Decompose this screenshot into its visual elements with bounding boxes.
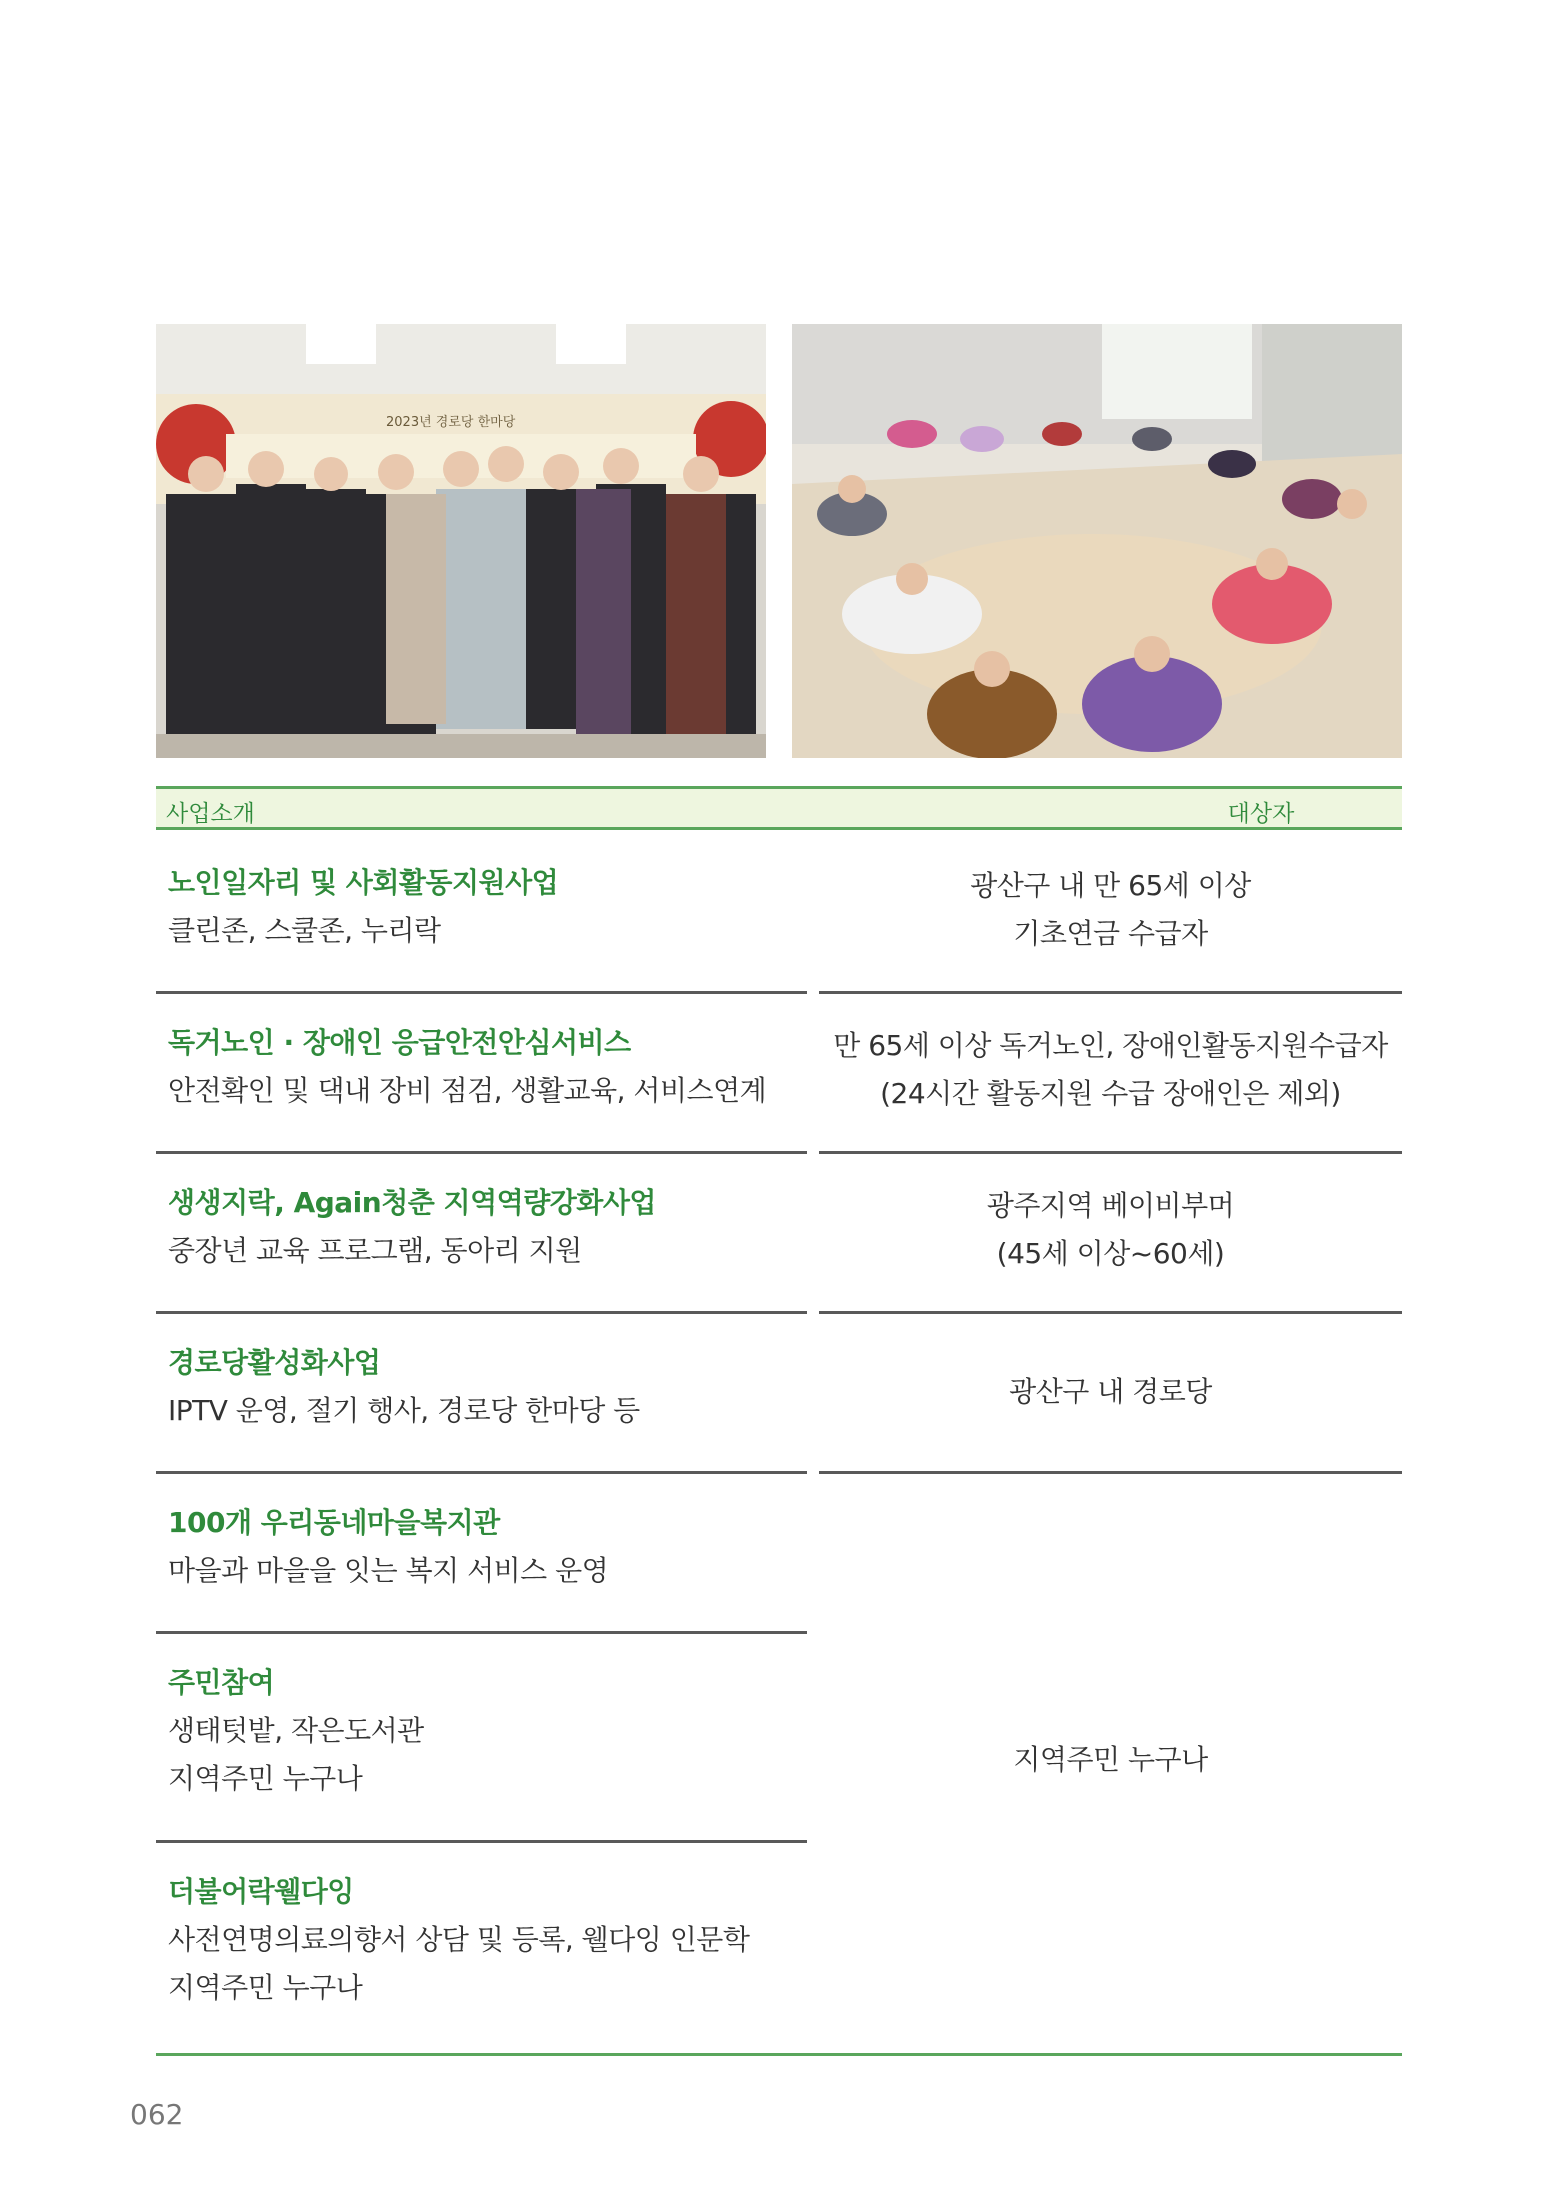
program-row <box>156 1499 807 1595</box>
row-divider <box>156 1631 807 1634</box>
target-cell <box>819 1736 1402 1784</box>
row-divider <box>819 1311 1402 1314</box>
program-title: 독거노인 · 장애인 응급안전안심서비스 <box>168 1026 631 1059</box>
program-row <box>156 1339 807 1435</box>
target-line: 광산구 내 경로당 <box>1009 1375 1212 1408</box>
program-desc: IPTV 운영, 절기 행사, 경로당 한마당 등 <box>168 1394 640 1427</box>
program-title: 100개 우리동네마을복지관 <box>168 1506 500 1539</box>
program-desc: 마을과 마을을 잇는 복지 서비스 운영 <box>168 1554 609 1587</box>
program-row <box>156 1019 807 1115</box>
row-divider <box>819 1471 1402 1474</box>
program-desc: 중장년 교육 프로그램, 동아리 지원 <box>168 1234 582 1267</box>
header-target: 대상자 <box>1227 801 1295 827</box>
program-title: 경로당활성화사업 <box>168 1346 381 1379</box>
program-row <box>156 859 807 955</box>
table-bottom-rule <box>156 2053 1402 2056</box>
page-number: 062 <box>130 2098 184 2131</box>
program-desc: 안전확인 및 댁내 장비 점검, 생활교육, 서비스연계 <box>168 1074 767 1107</box>
program-row <box>156 1868 807 2012</box>
banner-subtitle: 2023년 경로당 한마당 <box>386 415 516 430</box>
program-title: 주민참여 <box>168 1666 275 1699</box>
program-row <box>156 1659 807 1803</box>
header-program: 사업소개 <box>166 801 255 827</box>
target-line: 기초연금 수급자 <box>1013 917 1208 950</box>
target-cell <box>819 1022 1402 1118</box>
program-desc: 클린존, 스쿨존, 누리락 <box>168 914 441 947</box>
program-row <box>156 1179 807 1275</box>
table-header <box>156 786 1402 830</box>
row-divider <box>156 1840 807 1843</box>
target-line: (45세 이상~60세) <box>996 1237 1225 1270</box>
program-title: 더불어락웰다잉 <box>168 1875 354 1908</box>
row-divider <box>156 1471 807 1474</box>
target-line: 광주지역 베이비부머 <box>986 1189 1235 1222</box>
target-line: (24시간 활동지원 수급 장애인은 제외) <box>880 1077 1341 1110</box>
program-title: 노인일자리 및 사회활동지원사업 <box>168 866 559 899</box>
target-cell <box>819 1182 1402 1278</box>
program-desc: 지역주민 누구나 <box>168 1762 363 1795</box>
target-cell <box>819 862 1402 958</box>
program-title: 생생지락, Again청춘 지역역량강화사업 <box>168 1186 656 1219</box>
program-desc: 생태텃밭, 작은도서관 <box>168 1714 424 1747</box>
exercise-photo <box>792 324 1402 758</box>
row-divider <box>156 991 807 994</box>
row-divider <box>156 1151 807 1154</box>
target-cell <box>819 1368 1402 1416</box>
program-desc: 지역주민 누구나 <box>168 1971 363 2004</box>
row-divider <box>819 991 1402 994</box>
row-divider <box>819 1151 1402 1154</box>
group-photo <box>156 324 766 758</box>
row-divider <box>156 1311 807 1314</box>
target-line: 광산구 내 만 65세 이상 <box>970 869 1251 902</box>
target-line: 지역주민 누구나 <box>1013 1743 1208 1776</box>
target-line: 만 65세 이상 독거노인, 장애인활동지원수급자 <box>833 1029 1388 1062</box>
program-desc: 사전연명의료의향서 상담 및 등록, 웰다잉 인문학 <box>168 1923 750 1956</box>
